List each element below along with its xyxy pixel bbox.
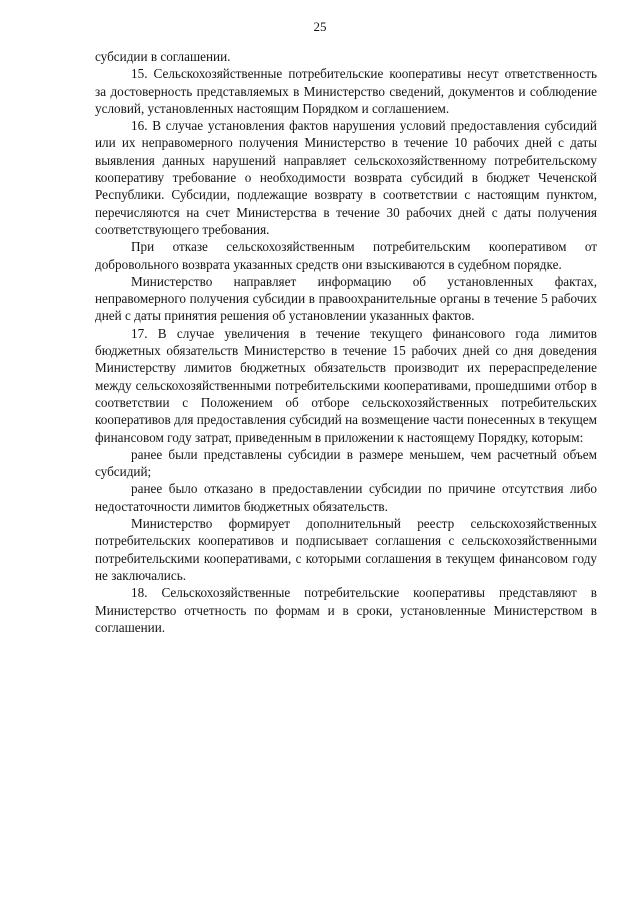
paragraph-refusal-court: При отказе сельскохозяйственным потребительским кооперативом от добровольного возврата указанных средств они взыскиваются в судебном порядке. bbox=[95, 239, 597, 272]
paragraph-list-item-2: ранее было отказано в предоставлении субсидии по причине отсутствия либо недостаточности лимитов бюджетных обязательств. bbox=[95, 481, 597, 514]
paragraph-additional-registry: Министерство формирует дополнительный реестр сельскохозяйственных потребительских кооперативов и подписывает соглашения с сельскохозяйственными потребительскими кооперативами, с которыми соглашения в текущем финансовом году не заключались. bbox=[95, 516, 597, 583]
paragraph-item-15: 15. Сельскохозяйственные потребительские кооперативы несут ответственность за достоверность представляемых в Министерство сведений, документов и соблюдение условий, установленных настоящим Порядком и соглашением. bbox=[95, 66, 597, 116]
document-body bbox=[95, 48, 597, 636]
page-number: 25 bbox=[313, 19, 327, 34]
paragraph-item-18: 18. Сельскохозяйственные потребительские кооперативы представляют в Министерство отчетность по формам и в сроки, установленные Министерством в соглашении. bbox=[95, 585, 597, 635]
paragraph-continuation: субсидии в соглашении. bbox=[95, 49, 231, 64]
paragraph-item-17: 17. В случае увеличения в течение текущего финансового года лимитов бюджетных обязательств Министерство в течение 15 рабочих дней со дня доведения Министерству лимитов бюджетных обязательств производит их перераспределение между сельскохозяйственными потребительскими кооперативами, прошедшими отбор в соответствии с Положением об отборе сельскохозяйственных потребительских кооперативов для предоставления субсидий на возмещение части понесенных в текущем финансовом году затрат, приведенным в приложении к настоящему Порядку, которым: bbox=[95, 325, 597, 445]
paragraph-item-16: 16. В случае установления фактов нарушения условий предоставления субсидий или их неправомерного получения Министерство в течение 10 рабочих дней с даты выявления данных нарушений направляет сельскохозяйственному потребительскому кооперативу требование о необходимости возврата субсидий в бюджет Чеченской Республики. Субсидии, подлежащие возврату в соответствии с настоящим пунктом, перечисляются на счет Министерства в течение 30 рабочих дней с даты получения соответствующего требования. bbox=[95, 118, 597, 237]
paragraph-list-item-1: ранее были представлены субсидии в размере меньшем, чем расчетный объем субсидий; bbox=[95, 446, 597, 480]
paragraph-law-enforcement: Министерство направляет информацию об установленных фактах, неправомерного получения субсидии в правоохранительные органы в течение 5 рабочих дней с даты принятия решения об установлении указанных фактов. bbox=[95, 273, 597, 324]
